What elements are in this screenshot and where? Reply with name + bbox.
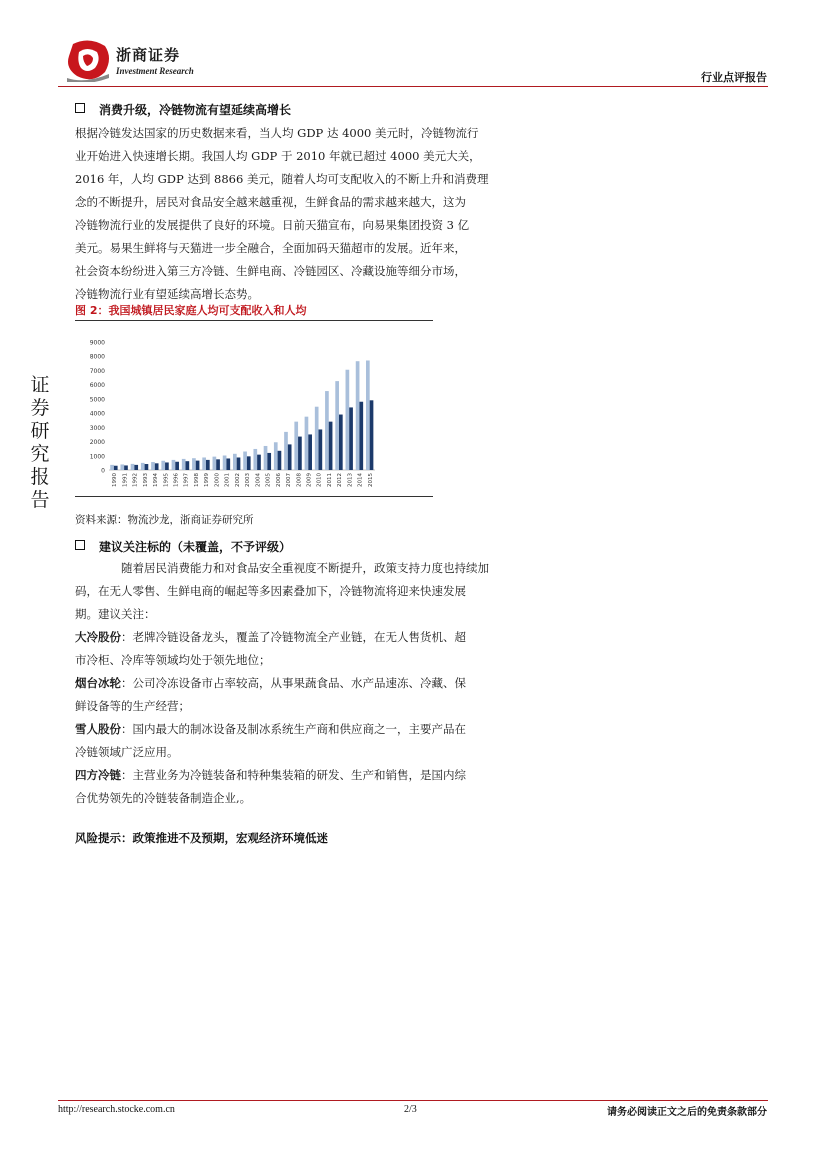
paragraph-line: 念的不断提升，居民对食品安全越来越重视，生鲜食品的需求越来越大，这为 bbox=[75, 195, 466, 209]
bar-light-1994 bbox=[151, 462, 155, 470]
header-divider bbox=[58, 86, 768, 87]
bar-dark-2015 bbox=[370, 400, 374, 470]
bullet-box-icon bbox=[75, 103, 85, 113]
x-tick-label: 2008 bbox=[296, 473, 303, 487]
x-tick-label: 1993 bbox=[142, 473, 149, 487]
paragraph-line: 期。建议关注： bbox=[75, 607, 156, 621]
x-tick-label: 2006 bbox=[275, 473, 282, 487]
x-tick-label: 1998 bbox=[193, 473, 200, 487]
stock-pick-item bbox=[75, 718, 550, 741]
y-tick-label: 0 bbox=[101, 467, 105, 475]
bar-dark-1996 bbox=[175, 462, 179, 470]
bar-dark-2014 bbox=[359, 402, 363, 470]
section-heading-picks: 建议关注标的（未覆盖，不予评级） bbox=[75, 538, 291, 555]
y-tick-label: 7000 bbox=[89, 367, 105, 375]
paragraph-line: 随着居民消费能力和对食品安全重视度不断提升，政策支持力度也持续加 bbox=[121, 561, 489, 575]
paragraph-line: 冷链物流行业的发展提供了良好的环境。日前天猫宣布，向易果集团投资 3 亿 bbox=[75, 218, 470, 232]
side-label-char: 告 bbox=[30, 489, 50, 511]
stock-pick-item bbox=[75, 764, 550, 787]
x-tick-label: 2010 bbox=[316, 473, 323, 487]
bar-light-1997 bbox=[182, 459, 186, 470]
paragraph-line: 美元。易果生鲜将与天猫进一步全融合，全面加码天猫超市的发展。近年来， bbox=[75, 241, 466, 255]
bar-dark-2009 bbox=[308, 434, 312, 470]
stock-pick-item bbox=[75, 626, 550, 649]
paragraph-line: 2016 年，人均 GDP 达到 8866 美元，随着人均可支配收入的不断上升和消费理 bbox=[75, 172, 489, 186]
stock-pick-name: 大冷股份 bbox=[75, 630, 121, 644]
y-tick-label: 1000 bbox=[89, 453, 105, 461]
bar-light-2005 bbox=[264, 446, 268, 470]
bar-dark-2003 bbox=[247, 456, 251, 470]
bar-light-2012 bbox=[335, 381, 339, 470]
x-tick-label: 2011 bbox=[326, 473, 333, 487]
x-tick-label: 2014 bbox=[357, 473, 364, 487]
bar-dark-2006 bbox=[278, 451, 282, 470]
bar-dark-2002 bbox=[237, 457, 241, 470]
x-tick-label: 1995 bbox=[163, 473, 170, 487]
bar-dark-2008 bbox=[298, 437, 302, 470]
paragraph-line: 码，在无人零售、生鲜电商的崛起等多因素叠加下，冷链物流将迎来快速发展 bbox=[75, 584, 466, 598]
paragraph-line: 冷链物流行业有望延续高增长态势。 bbox=[75, 287, 259, 301]
bar-light-1996 bbox=[172, 460, 176, 470]
y-tick-label: 6000 bbox=[89, 382, 105, 390]
x-tick-label: 1991 bbox=[122, 473, 129, 487]
stock-pick-name: 四方冷链 bbox=[75, 768, 121, 782]
side-label-char: 报 bbox=[30, 466, 50, 488]
bar-light-2010 bbox=[315, 407, 319, 470]
x-tick-label: 2005 bbox=[265, 473, 272, 487]
y-tick-label: 4000 bbox=[89, 410, 105, 418]
footer-divider bbox=[58, 1100, 768, 1101]
bar-light-1990 bbox=[110, 465, 114, 470]
bar-light-2014 bbox=[356, 361, 360, 470]
figure-source: 资料来源：物流沙龙，浙商证券研究所 bbox=[75, 514, 254, 526]
y-tick-label: 5000 bbox=[89, 396, 105, 404]
bar-dark-2004 bbox=[257, 455, 261, 470]
side-label-char: 究 bbox=[30, 443, 50, 465]
x-tick-label: 1997 bbox=[183, 473, 190, 487]
side-label-char: 券 bbox=[30, 397, 50, 419]
brand-subtitle: Investment Research bbox=[116, 66, 194, 76]
x-tick-label: 2007 bbox=[286, 473, 293, 487]
bar-dark-1998 bbox=[196, 461, 200, 470]
bar-dark-2012 bbox=[339, 415, 343, 470]
bullet-box-icon bbox=[75, 540, 85, 550]
bar-dark-2010 bbox=[319, 429, 323, 470]
paragraph-line: 业开始进入快速增长期。我国人均 GDP 于 2010 年就已超过 4000 美元大关， bbox=[75, 149, 481, 163]
bar-light-1992 bbox=[131, 464, 135, 470]
bar-light-2000 bbox=[213, 457, 217, 470]
bar-light-2003 bbox=[243, 452, 247, 470]
figure-top-rule bbox=[75, 320, 433, 321]
stock-pick-desc: ：老牌冷链设备龙头，覆盖了冷链物流全产业链，在无人售货机、超 bbox=[121, 630, 466, 644]
x-tick-label: 2004 bbox=[255, 473, 262, 487]
x-tick-label: 1994 bbox=[153, 473, 160, 487]
paragraph-line: 根据冷链发达国家的历史数据来看，当人均 GDP 达 4000 美元时，冷链物流行 bbox=[75, 126, 479, 140]
bar-dark-1993 bbox=[145, 464, 149, 470]
section1-paragraph bbox=[75, 122, 550, 306]
risk-warning: 风险提示：政策推进不及预期，宏观经济环境低迷 bbox=[75, 831, 328, 845]
stock-pick-desc-cont: 市冷柜、冷库等领域均处于领先地位； bbox=[75, 653, 271, 667]
bar-light-1993 bbox=[141, 463, 145, 470]
bar-light-1991 bbox=[120, 464, 124, 470]
bar-light-2002 bbox=[233, 454, 237, 470]
brand-name: 浙商证券 bbox=[116, 46, 181, 64]
stock-pick-desc-cont: 鲜设备等的生产经营； bbox=[75, 699, 190, 713]
income-bar-chart bbox=[85, 338, 385, 494]
bar-dark-2007 bbox=[288, 444, 292, 470]
company-logo bbox=[65, 38, 113, 82]
x-tick-label: 2015 bbox=[367, 473, 374, 487]
x-tick-label: 2002 bbox=[234, 473, 241, 487]
stock-pick-desc-cont: 合优势领先的冷链装备制造企业,。 bbox=[75, 791, 252, 805]
y-tick-label: 3000 bbox=[89, 424, 105, 432]
y-tick-label: 2000 bbox=[89, 439, 105, 447]
bar-dark-2000 bbox=[216, 459, 220, 470]
report-type: 行业点评报告 bbox=[701, 71, 767, 84]
x-tick-label: 2003 bbox=[245, 473, 252, 487]
stock-pick-name: 雪人股份 bbox=[75, 722, 121, 736]
footer-disclaimer: 请务必阅读正文之后的免责条款部分 bbox=[607, 1107, 767, 1118]
section2-paragraph bbox=[75, 557, 550, 810]
bar-dark-2005 bbox=[267, 453, 271, 470]
x-tick-label: 2000 bbox=[214, 473, 221, 487]
bar-light-1995 bbox=[161, 461, 165, 470]
stock-pick-desc: ：主营业务为冷链装备和特种集装箱的研发、生产和销售，是国内综 bbox=[121, 768, 466, 782]
bar-light-1999 bbox=[202, 457, 206, 470]
bar-light-2007 bbox=[284, 432, 288, 470]
bar-light-1998 bbox=[192, 458, 196, 470]
stock-pick-desc-cont: 冷链领域广泛应用。 bbox=[75, 745, 179, 759]
bar-dark-1991 bbox=[124, 465, 128, 470]
bar-dark-1997 bbox=[186, 461, 190, 470]
page-number: 2/3 bbox=[404, 1104, 417, 1115]
bar-dark-1999 bbox=[206, 460, 210, 470]
section-heading-consumption: 消费升级，冷链物流有望延续高增长 bbox=[75, 101, 291, 118]
bar-light-2006 bbox=[274, 442, 278, 470]
x-tick-label: 2009 bbox=[306, 473, 313, 487]
y-tick-label: 8000 bbox=[89, 353, 105, 361]
bar-dark-1990 bbox=[114, 466, 118, 470]
bar-light-2004 bbox=[253, 449, 257, 470]
x-tick-label: 2012 bbox=[337, 473, 344, 487]
bar-light-2011 bbox=[325, 391, 329, 470]
x-tick-label: 1999 bbox=[204, 473, 211, 487]
side-label bbox=[30, 374, 50, 512]
bar-dark-2001 bbox=[226, 458, 230, 470]
bar-dark-1992 bbox=[134, 465, 138, 470]
side-label-char: 证 bbox=[30, 374, 50, 396]
bar-dark-2011 bbox=[329, 422, 333, 470]
bar-light-2013 bbox=[346, 370, 350, 470]
figure-bottom-rule bbox=[75, 496, 433, 497]
paragraph-line: 社会资本纷纷进入第三方冷链、生鲜电商、冷链园区、冷藏设施等细分市场， bbox=[75, 264, 466, 278]
stock-pick-desc: ：公司冷冻设备市占率较高，从事果蔬食品、水产品速冻、冷藏、保 bbox=[121, 676, 466, 690]
stock-pick-name: 烟台冰轮 bbox=[75, 676, 121, 690]
figure-title: 图 2：我国城镇居民家庭人均可支配收入和人均 bbox=[75, 304, 307, 317]
side-label-char: 研 bbox=[30, 420, 50, 442]
footer-url[interactable]: http://research.stocke.com.cn bbox=[58, 1104, 175, 1115]
bar-light-2001 bbox=[223, 455, 227, 470]
x-tick-label: 1990 bbox=[112, 473, 119, 487]
stock-pick-item bbox=[75, 672, 550, 695]
bar-light-2015 bbox=[366, 360, 370, 470]
bar-light-2008 bbox=[294, 422, 298, 470]
x-tick-label: 2013 bbox=[347, 473, 354, 487]
stock-pick-desc: ：国内最大的制冰设备及制冰系统生产商和供应商之一，主要产品在 bbox=[121, 722, 466, 736]
bar-light-2009 bbox=[305, 417, 309, 470]
x-tick-label: 1996 bbox=[173, 473, 180, 487]
bar-dark-1995 bbox=[165, 462, 169, 470]
y-tick-label: 9000 bbox=[89, 339, 105, 347]
x-tick-label: 1992 bbox=[132, 473, 139, 487]
x-tick-label: 2001 bbox=[224, 473, 231, 487]
bar-dark-1994 bbox=[155, 463, 159, 470]
bar-dark-2013 bbox=[349, 407, 353, 470]
